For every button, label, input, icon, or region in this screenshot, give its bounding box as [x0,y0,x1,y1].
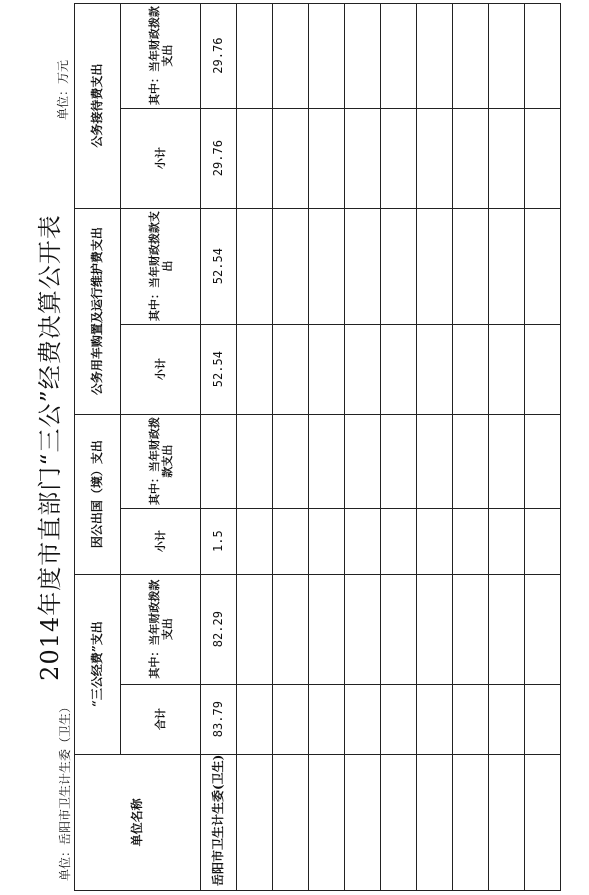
empty-cell [345,108,381,208]
subheader-sangong-fin: 其中：当年财政拨款支出 [121,574,201,684]
empty-cell [453,3,489,108]
empty-cell [309,508,345,574]
empty-cell [489,754,525,890]
empty-cell [345,574,381,684]
empty-row [345,3,381,890]
empty-cell [525,508,561,574]
subheader-vehicle-subtotal: 小计 [121,324,201,414]
empty-cell [273,754,309,890]
empty-cell [381,574,417,684]
empty-row [273,3,309,890]
empty-cell [345,324,381,414]
subheader-reception-subtotal: 小计 [121,108,201,208]
empty-cell [273,574,309,684]
empty-cell [489,508,525,574]
empty-cell [237,324,273,414]
empty-row [309,3,345,890]
empty-cell [309,684,345,754]
empty-cell [381,3,417,108]
empty-row [489,3,525,890]
empty-cell [309,3,345,108]
empty-cell [489,324,525,414]
empty-cell [237,414,273,508]
empty-cell [273,108,309,208]
subheader-sangong-total: 合计 [121,684,201,754]
cell-sangong-fin: 82.29 [201,574,237,684]
empty-cell [453,208,489,324]
empty-cell [453,414,489,508]
header-unit-name: 单位名称 [75,754,201,890]
empty-cell [237,208,273,324]
header-vehicle: 公务用车购置及运行维护费支出 [75,208,121,414]
empty-row [453,3,489,890]
empty-cell [237,574,273,684]
empty-cell [417,108,453,208]
empty-cell [453,754,489,890]
empty-cell [489,414,525,508]
empty-cell [345,684,381,754]
empty-cell [273,324,309,414]
expense-table [74,3,561,891]
empty-cell [489,574,525,684]
empty-cell [453,508,489,574]
empty-row [417,3,453,890]
empty-cell [525,324,561,414]
empty-cell [237,108,273,208]
empty-cell [237,508,273,574]
empty-cell [453,108,489,208]
empty-cell [309,414,345,508]
unit-left-label: 单位：岳阳市卫生计生委（卫生） [58,700,72,881]
empty-cell [273,414,309,508]
subheader-reception-fin: 其中：当年财政拨款支出 [121,3,201,108]
empty-cell [381,324,417,414]
empty-cell [453,324,489,414]
cell-travel-fin [201,414,237,508]
empty-cell [309,574,345,684]
table-row [201,3,237,890]
empty-cell [381,208,417,324]
cell-reception-subtotal: 29.76 [201,108,237,208]
empty-cell [381,508,417,574]
empty-cell [417,3,453,108]
empty-cell [489,3,525,108]
header-sangong: “三公经费”支出 [75,574,121,754]
empty-cell [381,684,417,754]
empty-cell [237,3,273,108]
empty-row [381,3,417,890]
empty-cell [273,3,309,108]
empty-row [237,3,273,890]
empty-cell [417,754,453,890]
empty-cell [489,108,525,208]
header-travel: 因公出国（境）支出 [75,414,121,574]
empty-cell [309,754,345,890]
empty-cell [345,3,381,108]
empty-row [525,3,561,890]
empty-cell [309,108,345,208]
cell-travel-subtotal: 1.5 [201,508,237,574]
cell-unit-name: 岳阳市卫生计生委(卫生) [201,754,237,890]
empty-cell [417,208,453,324]
cell-sangong-total: 83.79 [201,684,237,754]
empty-cell [309,324,345,414]
unit-right-label: 单位：万元 [56,59,70,120]
empty-cell [453,574,489,684]
empty-cell [309,208,345,324]
empty-cell [417,684,453,754]
empty-cell [381,754,417,890]
empty-cell [381,414,417,508]
empty-cell [489,208,525,324]
empty-cell [345,754,381,890]
empty-cell [417,414,453,508]
empty-cell [273,684,309,754]
empty-cell [273,508,309,574]
empty-cell [273,208,309,324]
empty-cell [525,684,561,754]
empty-cell [417,324,453,414]
empty-cell [345,208,381,324]
empty-cell [345,414,381,508]
subheader-travel-fin: 其中：当年财政拨款支出 [121,414,201,508]
empty-cell [417,574,453,684]
empty-cell [489,684,525,754]
empty-cell [525,414,561,508]
cell-reception-fin: 29.76 [201,3,237,108]
empty-cell [525,108,561,208]
empty-cell [525,208,561,324]
empty-cell [417,508,453,574]
empty-cell [525,574,561,684]
subheader-vehicle-fin: 其中：当年财政拨款支出 [121,208,201,324]
empty-cell [237,684,273,754]
page-title: 2014年度市直部门“三公”经费决算公开表 [36,214,64,681]
cell-vehicle-subtotal: 52.54 [201,324,237,414]
empty-cell [453,684,489,754]
subheader-travel-subtotal: 小计 [121,508,201,574]
empty-cell [381,108,417,208]
empty-cell [525,754,561,890]
header-reception: 公务接待费支出 [75,3,121,208]
empty-cell [525,3,561,108]
empty-cell [237,754,273,890]
empty-cell [345,508,381,574]
cell-vehicle-fin: 52.54 [201,208,237,324]
